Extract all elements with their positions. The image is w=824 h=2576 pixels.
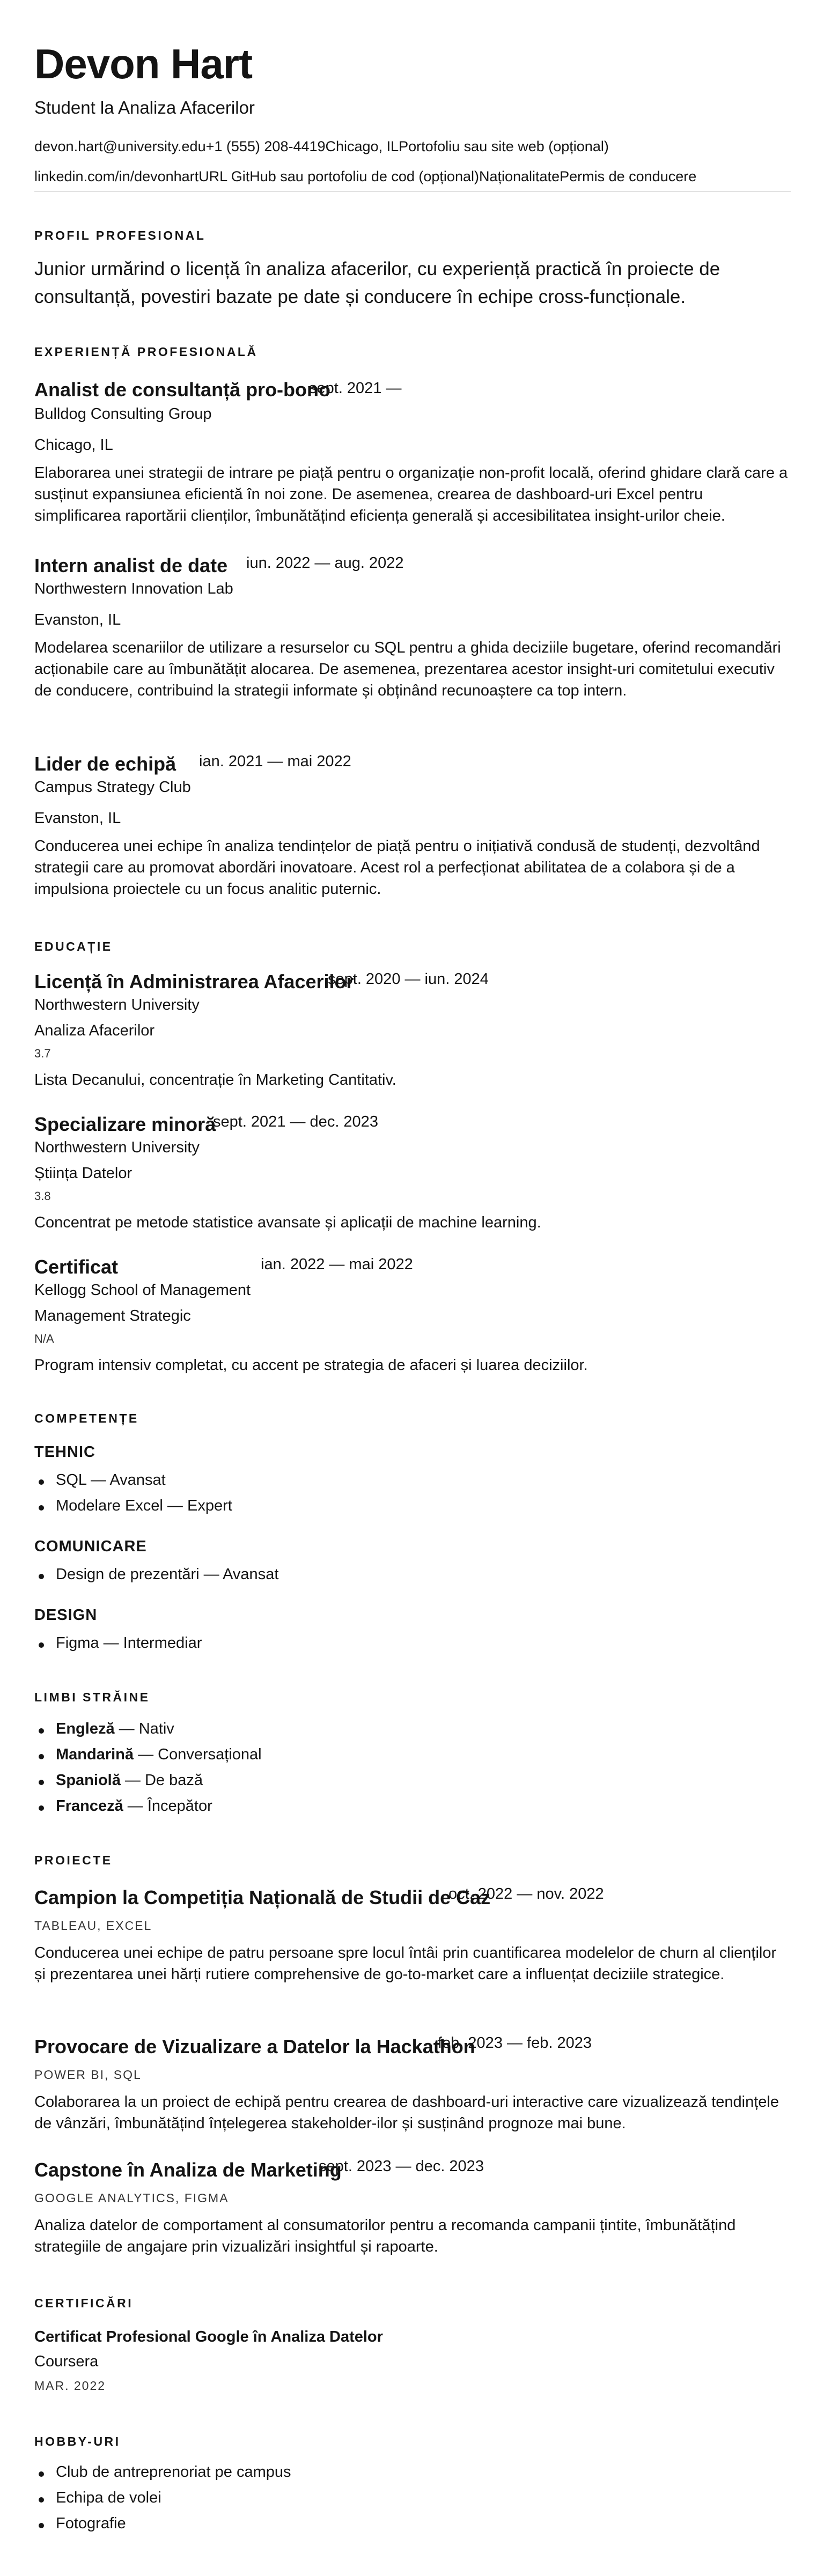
contact-email[interactable]: devon.hart@university.edu bbox=[34, 138, 206, 154]
job-location: Evanston, IL bbox=[34, 611, 121, 628]
contact-line-1 bbox=[34, 138, 609, 155]
gpa-value: 3.8 bbox=[34, 1189, 51, 1203]
language-item bbox=[34, 1720, 174, 1738]
candidate-title: Student la Analiza Afacerilor bbox=[34, 98, 255, 117]
contact-linkedin[interactable]: linkedin.com/in/devonhart bbox=[34, 168, 199, 184]
projects-heading: PROIECTE bbox=[34, 1853, 113, 1867]
project-description: Analiza datelor de comportament al consumatorilor pentru a recomanda campanii țintite, îmbunătățind strategiile de angajare prin vizualizări insightful și rapoarte. bbox=[34, 2217, 736, 2255]
skill-item: Design de prezentări — Avansat bbox=[34, 1566, 278, 1583]
job-description: Elaborarea unei strategii de intrare pe piață pentru o organizație non-profit locală, oferind ghidare clară care a susținut expansiunea eficientă în noi zone. De asemenea, crearea de dashboard-uri Excel pentru simplificarea raportării clienților, îmbunătățind eficiența generală și accesibilitatea insight-urilor cheie. bbox=[34, 464, 788, 524]
contact-line-2 bbox=[34, 168, 696, 185]
project-date: sept. 2023 — dec. 2023 bbox=[319, 2158, 484, 2175]
hobby-item: Echipa de volei bbox=[34, 2489, 161, 2507]
skill-item: Figma — Intermediar bbox=[34, 1634, 202, 1652]
project-date: oct. 2022 — nov. 2022 bbox=[448, 1885, 604, 1903]
language-level: — Începător bbox=[123, 1797, 212, 1815]
hobby-item: Fotografie bbox=[34, 2515, 126, 2533]
contact-location: Chicago, IL bbox=[325, 138, 399, 154]
field-of-study: Analiza Afacerilor bbox=[34, 1022, 155, 1039]
project-title: Campion la Competiția Națională de Studii de Caz bbox=[34, 1886, 491, 1908]
language-level: — De bază bbox=[120, 1772, 203, 1789]
job-date: iun. 2022 — aug. 2022 bbox=[246, 554, 404, 572]
language-item bbox=[34, 1746, 262, 1764]
job-title: Analist de consultanță pro-bono bbox=[34, 379, 331, 401]
job-title: Intern analist de date bbox=[34, 554, 228, 576]
language-name: Franceză bbox=[56, 1797, 123, 1815]
candidate-name: Devon Hart bbox=[34, 40, 253, 87]
project-title: Provocare de Vizualizare a Datelor la Hackathon bbox=[34, 2035, 475, 2057]
language-item bbox=[34, 1772, 203, 1789]
gpa-value: 3.7 bbox=[34, 1047, 51, 1060]
job-date: ian. 2021 — mai 2022 bbox=[199, 753, 351, 770]
header-divider bbox=[34, 191, 791, 192]
job-location: Evanston, IL bbox=[34, 810, 121, 827]
contact-license: Permis de conducere bbox=[560, 168, 697, 184]
project-date: feb. 2023 — feb. 2023 bbox=[438, 2034, 592, 2052]
degree-title: Specializare minoră bbox=[34, 1113, 216, 1135]
project-tags: POWER BI, SQL bbox=[34, 2068, 142, 2082]
job-date: sept. 2021 — bbox=[309, 380, 402, 397]
gpa-value: N/A bbox=[34, 1332, 54, 1345]
project-tags: GOOGLE ANALYTICS, FIGMA bbox=[34, 2191, 229, 2205]
degree-date: sept. 2020 — iun. 2024 bbox=[328, 971, 489, 988]
project-tags: TABLEAU, EXCEL bbox=[34, 1919, 152, 1933]
languages-heading: LIMBI STRĂINE bbox=[34, 1690, 150, 1704]
hobbies-heading: HOBBY-URI bbox=[34, 2434, 121, 2448]
job-company: Northwestern Innovation Lab bbox=[34, 580, 233, 597]
contact-github[interactable]: URL GitHub sau portofoliu de cod (opțional) bbox=[198, 168, 479, 184]
job-company: Campus Strategy Club bbox=[34, 779, 191, 796]
summary-text: Junior urmărind o licență în analiza afacerilor, cu experiență practică în proiecte de consultanță, povestiri bazate pe date și conducere în echipe cross-funcționale. bbox=[34, 258, 720, 307]
language-name: Mandarină bbox=[56, 1746, 134, 1763]
skill-item: Modelare Excel — Expert bbox=[34, 1497, 232, 1515]
job-description: Modelarea scenariilor de utilizare a resurselor cu SQL pentru a ghida deciziile bugetare, oferind recomandări acționabile care au îmbunătățit alocarea. De asemenea, prezentarea acestor insight-uri comitetului executiv de conducere, contribuind la strategii informate și obținând recunoaștere ca top intern. bbox=[34, 639, 781, 699]
school-name: Northwestern University bbox=[34, 996, 200, 1013]
education-heading: EDUCAȚIE bbox=[34, 939, 113, 953]
field-of-study: Management Strategic bbox=[34, 1307, 191, 1324]
degree-date: ian. 2022 — mai 2022 bbox=[261, 1256, 413, 1273]
education-description: Lista Decanului, concentrație în Marketing Cantitativ. bbox=[34, 1071, 396, 1089]
degree-title: Licență în Administrarea Afacerilor bbox=[34, 971, 354, 993]
certification-name: Certificat Profesional Google în Analiza Datelor bbox=[34, 2328, 383, 2345]
skill-item: SQL — Avansat bbox=[34, 1471, 166, 1489]
hobby-item: Club de antreprenoriat pe campus bbox=[34, 2463, 291, 2481]
language-name: Engleză bbox=[56, 1720, 115, 1737]
job-title: Lider de echipă bbox=[34, 753, 176, 775]
language-level: — Conversațional bbox=[134, 1746, 262, 1763]
school-name: Kellogg School of Management bbox=[34, 1282, 251, 1299]
skill-category: COMUNICARE bbox=[34, 1538, 147, 1555]
project-description: Colaborarea la un proiect de echipă pentru crearea de dashboard-uri interactive care vizualizează tendințele de vânzări, îmbunătățind înțelegerea stakeholder-ilor și susținând prognoze mai bune. bbox=[34, 2093, 779, 2132]
degree-date: sept. 2021 — dec. 2023 bbox=[213, 1113, 378, 1130]
contact-portfolio[interactable]: Portofoliu sau site web (opțional) bbox=[399, 138, 609, 154]
job-description: Conducerea unei echipe în analiza tendințelor de piață pentru o inițiativă condusă de studenți, dezvoltând strategii care au promovat abordări inovatoare. Acest rol a perfecționat abilitatea de a colabora și de a impulsiona proiectele cu un focus analitic puternic. bbox=[34, 838, 760, 898]
education-description: Program intensiv completat, cu accent pe strategia de afaceri și luarea deciziilor. bbox=[34, 1357, 588, 1374]
skill-category: TEHNIC bbox=[34, 1444, 95, 1461]
experience-heading: EXPERIENȚĂ PROFESIONALĂ bbox=[34, 345, 258, 359]
language-name: Spaniolă bbox=[56, 1772, 121, 1789]
certifications-heading: CERTIFICĂRI bbox=[34, 2296, 134, 2310]
school-name: Northwestern University bbox=[34, 1139, 200, 1156]
job-company: Bulldog Consulting Group bbox=[34, 405, 212, 423]
job-location: Chicago, IL bbox=[34, 436, 113, 454]
summary-heading: PROFIL PROFESIONAL bbox=[34, 228, 206, 242]
language-level: — Nativ bbox=[114, 1720, 174, 1737]
contact-nationality: Naționalitate bbox=[479, 168, 560, 184]
project-title: Capstone în Analiza de Marketing bbox=[34, 2159, 342, 2181]
field-of-study: Știința Datelor bbox=[34, 1165, 133, 1182]
language-item bbox=[34, 1797, 212, 1815]
skills-heading: COMPETENȚE bbox=[34, 1411, 139, 1425]
certification-date: MAR. 2022 bbox=[34, 2379, 106, 2393]
education-description: Concentrat pe metode statistice avansate și aplicații de machine learning. bbox=[34, 1214, 541, 1231]
degree-title: Certificat bbox=[34, 1256, 119, 1278]
contact-phone[interactable]: +1 (555) 208-4419 bbox=[205, 138, 326, 154]
project-description: Conducerea unei echipe de patru persoane spre locul întâi prin cuantificarea modelelor de churn al clienților și prezentarea unei hărți rutiere comprehensive de go-to-market care a influențat deciziile strategice. bbox=[34, 1944, 777, 1983]
skill-category: DESIGN bbox=[34, 1607, 98, 1624]
certification-issuer: Coursera bbox=[34, 2353, 99, 2370]
